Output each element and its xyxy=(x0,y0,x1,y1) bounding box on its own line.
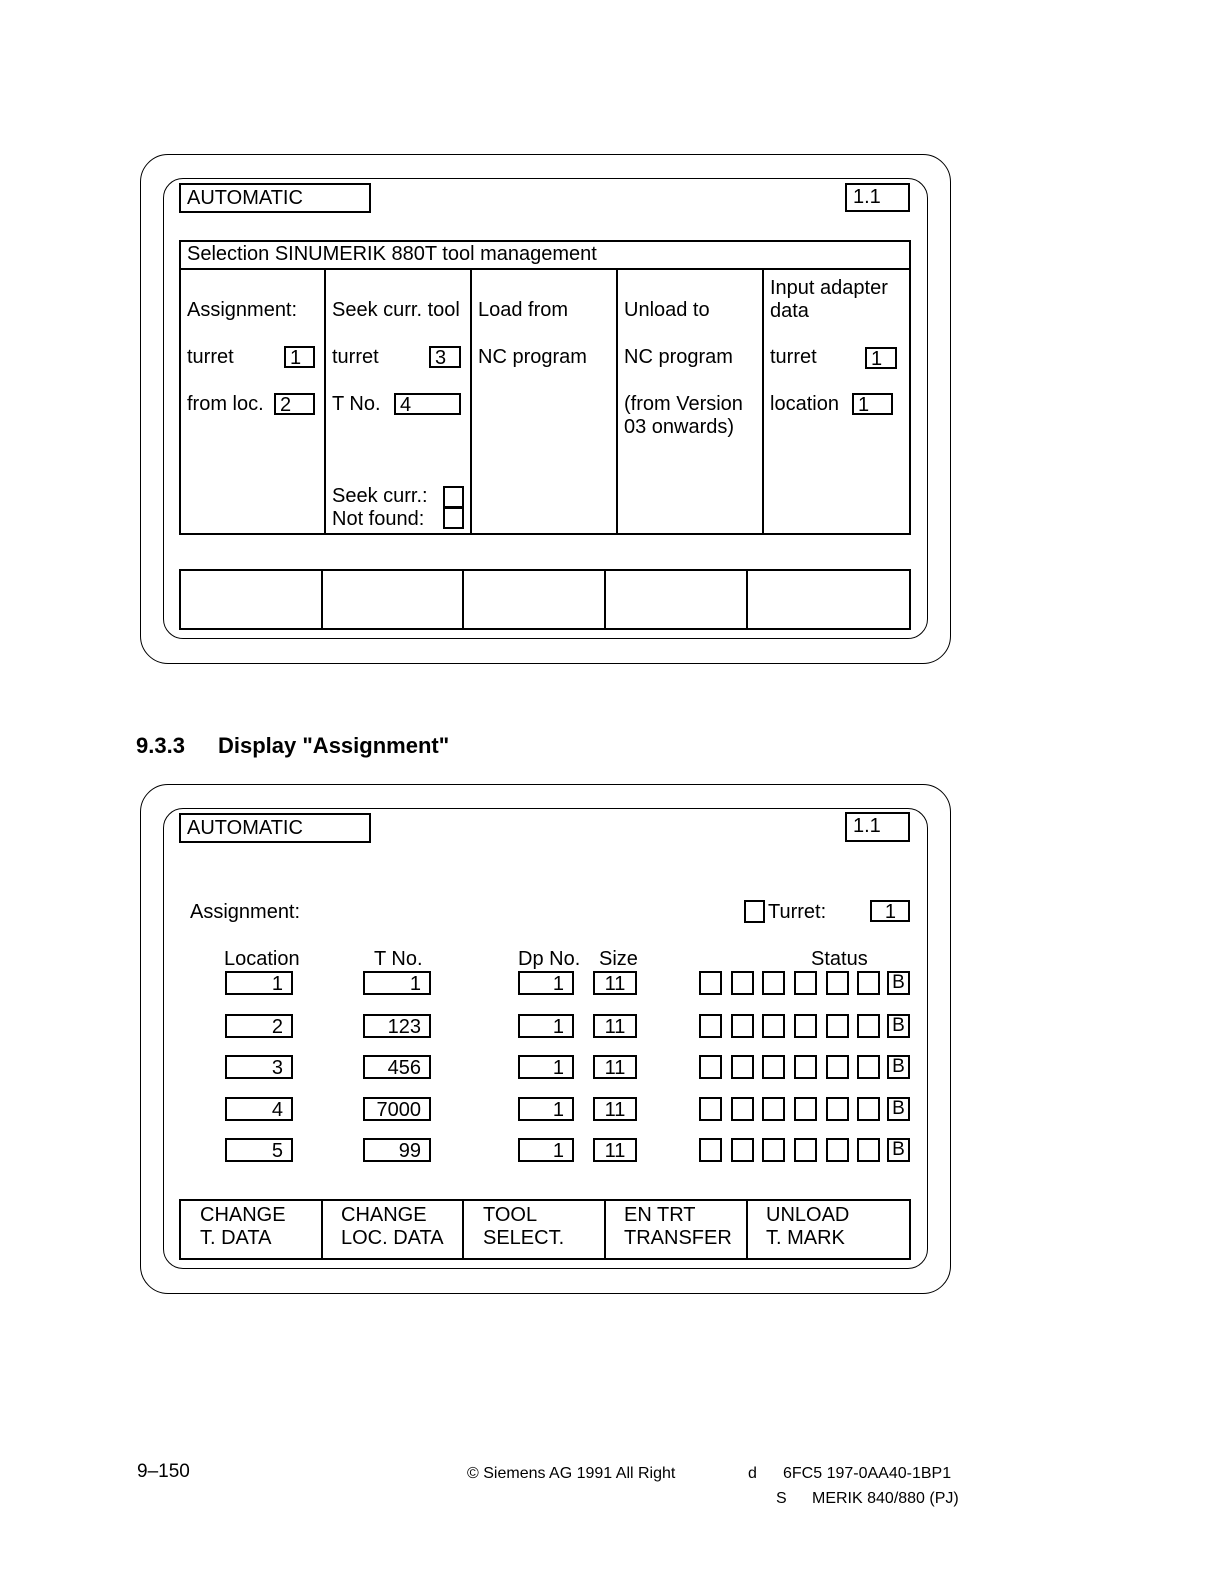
seek-tno-label: T No. xyxy=(332,393,381,415)
turret-input[interactable]: 1 xyxy=(870,900,910,922)
status-bit[interactable] xyxy=(731,1014,754,1038)
status-bit[interactable] xyxy=(731,1097,754,1121)
status-bit[interactable] xyxy=(731,1055,754,1079)
softkey-tool-select[interactable] xyxy=(483,1204,564,1250)
row-size[interactable]: 11 xyxy=(593,1014,637,1038)
seek-heading[interactable]: Seek curr. tool xyxy=(332,299,460,321)
status-flag[interactable]: B xyxy=(887,1055,910,1079)
seek-turret-input[interactable]: 3 xyxy=(429,346,461,368)
footer-s: S xyxy=(776,1490,787,1507)
row-dpno[interactable]: 1 xyxy=(518,1138,574,1162)
unload-heading[interactable]: Unload to xyxy=(624,299,710,321)
section-number: 9.3.3 xyxy=(136,733,185,758)
assignment-turret-label: turret xyxy=(187,346,234,368)
status-bit[interactable] xyxy=(826,1097,849,1121)
seek-turret-label: turret xyxy=(332,346,379,368)
status-bit[interactable] xyxy=(794,1055,817,1079)
softkey-divider xyxy=(321,569,323,630)
row-dpno[interactable]: 1 xyxy=(518,1097,574,1121)
softkey-divider xyxy=(746,1199,748,1260)
screen1-title: Selection SINUMERIK 880T tool management xyxy=(187,243,597,265)
softkey-unload-t-mark[interactable] xyxy=(766,1204,849,1250)
assignment-loc-label: from loc. xyxy=(187,393,264,415)
row-dpno[interactable]: 1 xyxy=(518,1055,574,1079)
status-bit[interactable] xyxy=(699,1014,722,1038)
softkey-entry-transfer[interactable] xyxy=(624,1204,732,1250)
adapter-heading-2[interactable]: data xyxy=(770,300,809,322)
softkey-change-t-data[interactable] xyxy=(200,1204,286,1250)
page-number: 9–150 xyxy=(137,1461,190,1482)
assignment-label: Assignment: xyxy=(190,901,301,923)
status-bit[interactable] xyxy=(762,1055,785,1079)
status-bit[interactable] xyxy=(857,1055,880,1079)
unload-target: NC program xyxy=(624,346,733,368)
status-bit[interactable] xyxy=(794,1138,817,1162)
softkey-line-1: CHANGE xyxy=(341,1204,427,1226)
seek-curr-label: Seek curr.: xyxy=(332,485,428,507)
header-location: Location xyxy=(224,948,300,970)
load-heading[interactable]: Load from xyxy=(478,299,569,321)
softkey-line-2: T. MARK xyxy=(766,1227,845,1249)
section-title: Display "Assignment" xyxy=(218,733,450,758)
order-number: 6FC5 197-0AA40-1BP1 xyxy=(783,1465,952,1482)
screen2-mode: AUTOMATIC xyxy=(187,817,303,839)
status-flag[interactable]: B xyxy=(887,971,910,995)
seek-tno-input[interactable]: 4 xyxy=(394,393,461,415)
softkey-divider xyxy=(746,569,748,630)
copyright: © Siemens AG 1991 All Right xyxy=(467,1465,676,1482)
header-tno: T No. xyxy=(374,948,423,970)
adapter-heading-1[interactable]: Input adapter xyxy=(770,277,888,299)
product-name: MERIK 840/880 (PJ) xyxy=(812,1490,959,1507)
softkey-divider xyxy=(321,1199,323,1260)
status-bit[interactable] xyxy=(762,1138,785,1162)
row-size[interactable]: 11 xyxy=(593,1055,637,1079)
turret-checkbox[interactable] xyxy=(744,900,765,923)
status-flag[interactable]: B xyxy=(887,1097,910,1121)
softkey-line-1: CHANGE xyxy=(200,1204,286,1226)
seek-curr-indicator xyxy=(443,486,464,508)
status-bit[interactable] xyxy=(762,1097,785,1121)
softkey-line-1: UNLOAD xyxy=(766,1204,850,1226)
assignment-turret-input[interactable]: 1 xyxy=(284,346,315,368)
softkey-line-2: LOC. DATA xyxy=(341,1227,444,1249)
status-bit[interactable] xyxy=(826,1014,849,1038)
softkey-divider xyxy=(604,569,606,630)
row-dpno[interactable]: 1 xyxy=(518,971,574,995)
status-bit[interactable] xyxy=(826,1055,849,1079)
row-size[interactable]: 11 xyxy=(593,1138,637,1162)
status-bit[interactable] xyxy=(857,971,880,995)
softkey-change-loc-data[interactable] xyxy=(341,1204,444,1250)
row-location[interactable]: 5 xyxy=(225,1138,293,1162)
status-flag[interactable]: B xyxy=(887,1014,910,1038)
not-found-label: Not found: xyxy=(332,508,425,530)
col-divider xyxy=(616,268,618,534)
softkey-divider xyxy=(462,569,464,630)
screen2-channel: 1.1 xyxy=(853,815,881,837)
softkey-line-1: TOOL xyxy=(483,1204,538,1226)
status-flag[interactable]: B xyxy=(887,1138,910,1162)
screen1-channel: 1.1 xyxy=(853,186,881,208)
col-divider xyxy=(324,268,326,534)
col-divider xyxy=(762,268,764,534)
softkey-line-1: EN TRT xyxy=(624,1204,696,1226)
not-found-indicator xyxy=(443,507,464,529)
row-tno[interactable]: 7000 xyxy=(363,1097,431,1121)
row-tno[interactable]: 456 xyxy=(363,1055,431,1079)
status-bit[interactable] xyxy=(794,1014,817,1038)
status-bit[interactable] xyxy=(762,1014,785,1038)
softkey-line-2: SELECT. xyxy=(483,1227,565,1249)
row-size[interactable]: 11 xyxy=(593,971,637,995)
row-location[interactable]: 1 xyxy=(225,971,293,995)
unload-note-2: 03 onwards) xyxy=(624,416,735,438)
row-location[interactable]: 3 xyxy=(225,1055,293,1079)
header-dpno: Dp No. xyxy=(518,948,581,970)
status-bit[interactable] xyxy=(826,1138,849,1162)
adapter-turret-input[interactable]: 1 xyxy=(865,347,897,369)
status-bit[interactable] xyxy=(794,971,817,995)
status-bit[interactable] xyxy=(794,1097,817,1121)
footer-d: d xyxy=(748,1465,757,1482)
load-source: NC program xyxy=(478,346,587,368)
status-bit[interactable] xyxy=(699,1138,722,1162)
row-dpno[interactable]: 1 xyxy=(518,1014,574,1038)
status-bit[interactable] xyxy=(857,1138,880,1162)
status-bit[interactable] xyxy=(699,971,722,995)
adapter-location-label: location xyxy=(770,393,839,415)
screen1-mode: AUTOMATIC xyxy=(187,187,303,209)
assignment-heading[interactable]: Assignment: xyxy=(187,299,298,321)
turret-label: Turret: xyxy=(768,901,827,923)
softkey-divider xyxy=(462,1199,464,1260)
header-status: Status xyxy=(811,948,868,970)
status-bit[interactable] xyxy=(699,1055,722,1079)
adapter-location-input[interactable]: 1 xyxy=(852,393,893,415)
status-bit[interactable] xyxy=(857,1014,880,1038)
row-size[interactable]: 11 xyxy=(593,1097,637,1121)
screen1-softkey-bar xyxy=(179,569,911,630)
header-size: Size xyxy=(599,948,638,970)
col-divider xyxy=(470,268,472,534)
status-bit[interactable] xyxy=(731,1138,754,1162)
row-tno[interactable]: 123 xyxy=(363,1014,431,1038)
softkey-divider xyxy=(604,1199,606,1260)
row-tno[interactable]: 99 xyxy=(363,1138,431,1162)
row-location[interactable]: 2 xyxy=(225,1014,293,1038)
assignment-loc-input[interactable]: 2 xyxy=(274,393,315,415)
row-tno[interactable]: 1 xyxy=(363,971,431,995)
status-bit[interactable] xyxy=(731,971,754,995)
status-bit[interactable] xyxy=(857,1097,880,1121)
softkey-line-2: T. DATA xyxy=(200,1227,272,1249)
status-bit[interactable] xyxy=(699,1097,722,1121)
unload-note-1: (from Version xyxy=(624,393,743,415)
row-location[interactable]: 4 xyxy=(225,1097,293,1121)
status-bit[interactable] xyxy=(762,971,785,995)
adapter-turret-label: turret xyxy=(770,346,817,368)
softkey-line-2: TRANSFER xyxy=(624,1227,732,1249)
status-bit[interactable] xyxy=(826,971,849,995)
